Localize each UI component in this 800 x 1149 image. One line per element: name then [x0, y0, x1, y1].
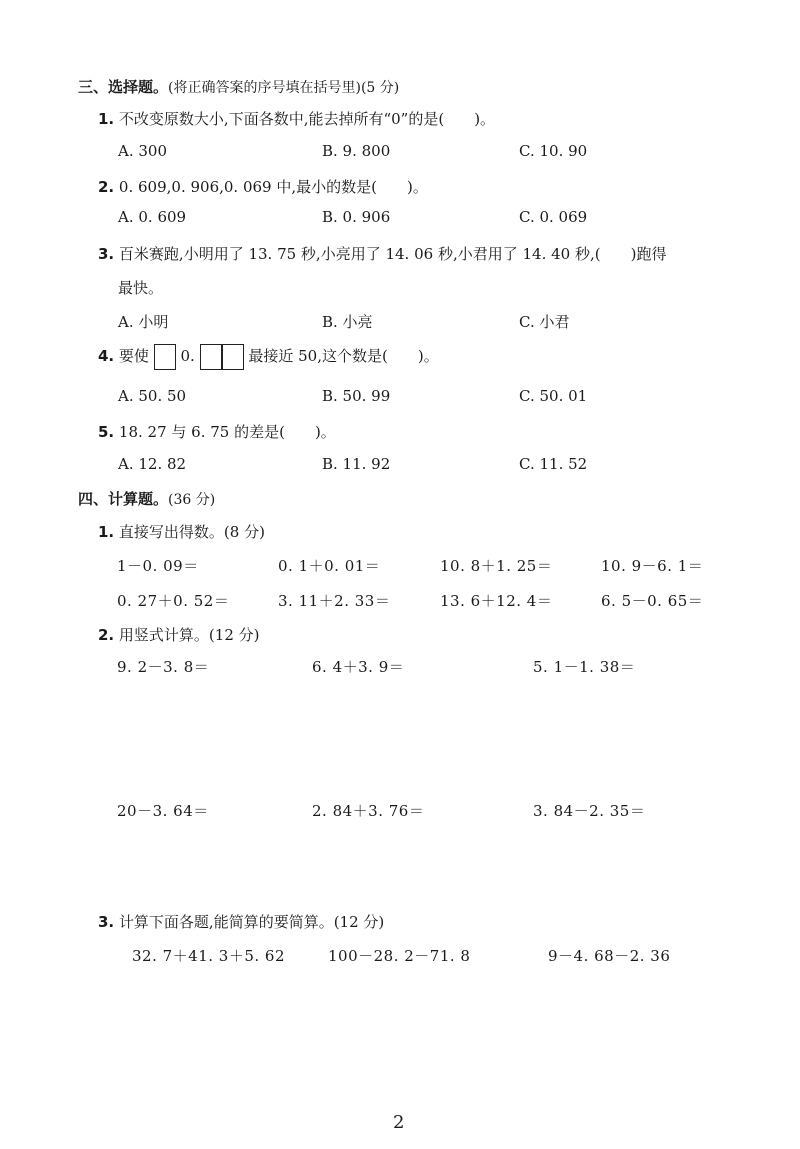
vertical-calc-2: 6. 4＋3. 9＝ [312, 658, 405, 676]
vertical-calc-1: 9. 2－3. 8＝ [117, 658, 210, 676]
q4-option-c[interactable]: C. 50. 01 [519, 387, 588, 405]
page-number: 2 [393, 1112, 405, 1133]
q3-option-b[interactable]: B. 小亮 [322, 313, 373, 331]
mental-calc-1: 1－0. 09＝ [117, 557, 199, 575]
mental-calc-3: 10. 8＋1. 25＝ [440, 557, 553, 575]
mental-calc-2: 0. 1＋0. 01＝ [278, 557, 381, 575]
question-3-number: 3. [98, 245, 115, 263]
simplify-calc-1: 32. 7＋41. 3＋5. 62 [132, 947, 285, 965]
question-2-text: 0. 609,0. 906,0. 069 中,最小的数是( )。 [118, 178, 428, 196]
q4-option-b[interactable]: B. 50. 99 [322, 387, 391, 405]
question-2-number: 2. [98, 178, 115, 196]
part-2-text: 用竖式计算。(12 分) [118, 626, 260, 644]
q5-option-c[interactable]: C. 11. 52 [519, 455, 588, 473]
mental-calc-5: 0. 27＋0. 52＝ [117, 592, 230, 610]
q1-option-c[interactable]: C. 10. 90 [519, 142, 588, 160]
question-4-pre: 要使 [118, 347, 149, 365]
section3-title-text: 三、选择题。 [78, 78, 169, 96]
question-3-text-line2: 最快。 [118, 279, 164, 297]
section3-note: (将正确答案的序号填在括号里)(5 分) [168, 80, 400, 96]
q5-option-b[interactable]: B. 11. 92 [322, 455, 391, 473]
question-3 [98, 243, 666, 264]
part-2-number: 2. [98, 626, 115, 644]
mental-calc-6: 3. 11＋2. 33＝ [278, 592, 391, 610]
mental-calc-8: 6. 5－0. 65＝ [601, 592, 704, 610]
question-5-text: 18. 27 与 6. 75 的差是( )。 [118, 423, 336, 441]
question-4 [98, 344, 439, 370]
vertical-calc-6: 3. 84－2. 35＝ [533, 802, 646, 820]
part-3-heading [98, 911, 384, 932]
part-1-number: 1. [98, 523, 115, 541]
q3-option-c[interactable]: C. 小君 [519, 313, 570, 331]
digit-box-1[interactable] [154, 344, 176, 370]
q1-option-b[interactable]: B. 9. 800 [322, 142, 391, 160]
section4-title [78, 488, 215, 509]
q4-option-a[interactable]: A. 50. 50 [118, 387, 187, 405]
question-4-post: 最接近 50,这个数是( )。 [248, 347, 439, 365]
question-4-number: 4. [98, 347, 115, 365]
question-3-text: 百米赛跑,小明用了 13. 75 秒,小亮用了 14. 06 秒,小君用了 14. 40 秒,( )跑得 [118, 245, 667, 263]
digit-box-3[interactable] [222, 344, 244, 370]
part-2-heading [98, 624, 259, 645]
q2-option-a[interactable]: A. 0. 609 [118, 208, 187, 226]
part-1-text: 直接写出得数。(8 分) [118, 523, 265, 541]
question-5 [98, 421, 336, 442]
q2-option-c[interactable]: C. 0. 069 [519, 208, 588, 226]
vertical-calc-5: 2. 84＋3. 76＝ [312, 802, 425, 820]
digit-box-2[interactable] [200, 344, 222, 370]
part-3-text: 计算下面各题,能简算的要简算。(12 分) [118, 913, 385, 931]
question-4-mid: 0. [180, 347, 195, 365]
q3-option-a[interactable]: A. 小明 [118, 313, 169, 331]
mental-calc-4: 10. 9－6. 1＝ [601, 557, 704, 575]
simplify-calc-2: 100－28. 2－71. 8 [328, 947, 471, 965]
q2-option-b[interactable]: B. 0. 906 [322, 208, 391, 226]
part-3-number: 3. [98, 913, 115, 931]
question-1 [98, 108, 495, 129]
section3-title [78, 76, 399, 97]
q1-option-a[interactable]: A. 300 [118, 142, 167, 160]
question-1-number: 1. [98, 110, 115, 128]
question-1-text: 不改变原数大小,下面各数中,能去掉所有“0”的是( )。 [118, 110, 496, 128]
question-5-number: 5. [98, 423, 115, 441]
part-1-heading [98, 521, 265, 542]
mental-calc-7: 13. 6＋12. 4＝ [440, 592, 553, 610]
vertical-calc-4: 20－3. 64＝ [117, 802, 209, 820]
simplify-calc-3: 9－4. 68－2. 36 [548, 947, 671, 965]
section4-note: (36 分) [168, 492, 216, 508]
vertical-calc-3: 5. 1－1. 38＝ [533, 658, 636, 676]
question-2 [98, 176, 428, 197]
section4-title-text: 四、计算题。 [78, 490, 169, 508]
q5-option-a[interactable]: A. 12. 82 [118, 455, 187, 473]
